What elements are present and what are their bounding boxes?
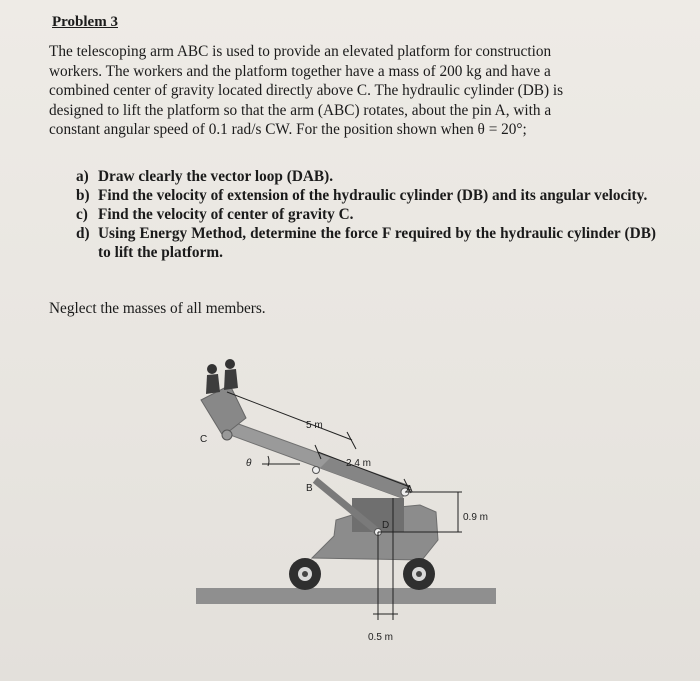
question-label: d) xyxy=(76,225,90,242)
theta-arc xyxy=(268,456,269,466)
point-a-label: A xyxy=(406,484,413,495)
statement-line: combined center of gravity located directly above C. The hydraulic cylinder (DB) is xyxy=(49,82,564,99)
neglect-note: Neglect the masses of all members. xyxy=(49,300,266,317)
dimension-0-9m-label: 0.9 m xyxy=(463,512,489,523)
statement-line: workers. The workers and the platform together have a mass of 200 kg and have a xyxy=(49,62,551,80)
statement-line: constant angular speed of 0.1 rad/s CW. For the position shown when θ = 20°; xyxy=(49,121,527,138)
question-label: b) xyxy=(76,187,90,204)
question-text: Using Energy Method, determine the force F required by the hydraulic cylinder (DB) to lift the platform. xyxy=(98,225,656,261)
question-text: Draw clearly the vector loop (DAB). xyxy=(98,168,334,185)
pin-c xyxy=(222,430,232,440)
dimension-5m-tick xyxy=(347,432,356,449)
rear-wheel xyxy=(289,558,321,590)
question-label: a) xyxy=(76,168,89,185)
pin-b xyxy=(313,467,320,474)
dimension-2-4m-label: 2.4 m xyxy=(346,458,372,469)
point-b-label: B xyxy=(306,483,313,494)
dimension-0-5m-label: 0.5 m xyxy=(368,632,394,643)
question-text: Find the velocity of extension of the hydraulic cylinder (DB) and its angular velocity. xyxy=(98,187,648,204)
question-text: Find the velocity of center of gravity C. xyxy=(98,206,354,223)
statement-line: The telescoping arm ABC is used to provide an elevated platform for construction xyxy=(49,43,552,60)
point-d-label: D xyxy=(382,520,390,531)
statement-line: designed to lift the platform so that the arm (ABC) rotates, about the pin A, with a xyxy=(49,101,552,119)
question-label: c) xyxy=(76,206,88,223)
problem-title: Problem 3 xyxy=(52,14,118,30)
theta-label: θ xyxy=(246,458,252,469)
dimension-5m-label: 5 m xyxy=(306,420,323,431)
point-c-label: C xyxy=(200,434,208,445)
ground-slab xyxy=(196,588,496,604)
front-wheel xyxy=(403,558,435,590)
